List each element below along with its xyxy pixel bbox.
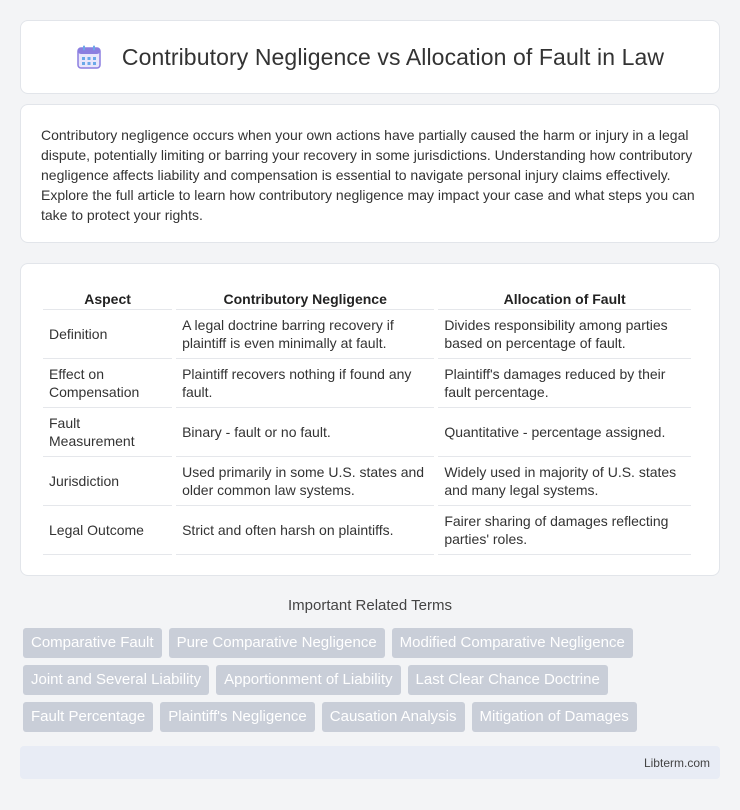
contributory-negligence-cell: Used primarily in some U.S. states and older common law systems. (176, 457, 434, 506)
table-row (43, 506, 691, 555)
comparison-table (39, 286, 695, 555)
table-row (43, 408, 691, 457)
row-aspect-cell: Effect on Compensation (43, 359, 172, 408)
related-term-tag[interactable]: Joint and Several Liability (23, 665, 209, 695)
comparison-table-card (20, 263, 720, 576)
calendar-grid-icon (76, 44, 102, 70)
column-header-allocation-of-fault: Allocation of Fault (438, 286, 691, 310)
row-aspect-cell: Definition (43, 310, 172, 359)
related-term-tag[interactable]: Last Clear Chance Doctrine (408, 665, 608, 695)
allocation-of-fault-cell: Widely used in majority of U.S. states and many legal systems. (438, 457, 691, 506)
table-row (43, 457, 691, 506)
contributory-negligence-cell: Strict and often harsh on plaintiffs. (176, 506, 434, 555)
allocation-of-fault-cell: Plaintiff's damages reduced by their fault percentage. (438, 359, 691, 408)
related-term-tag[interactable]: Pure Comparative Negligence (169, 628, 385, 658)
row-aspect-cell: Fault Measurement (43, 408, 172, 457)
table-row (43, 359, 691, 408)
header-card (20, 20, 720, 94)
related-terms-title: Important Related Terms (288, 597, 452, 614)
row-aspect-cell: Legal Outcome (43, 506, 172, 555)
footer (20, 746, 720, 779)
allocation-of-fault-cell: Divides responsibility among parties based on percentage of fault. (438, 310, 691, 359)
row-aspect-cell: Jurisdiction (43, 457, 172, 506)
page-title: Contributory Negligence vs Allocation of Fault in Law (121, 43, 665, 70)
allocation-of-fault-cell: Quantitative - percentage assigned. (438, 408, 691, 457)
related-term-tag[interactable]: Fault Percentage (23, 702, 153, 732)
contributory-negligence-cell: Plaintiff recovers nothing if found any fault. (176, 359, 434, 408)
related-term-tag[interactable]: Causation Analysis (322, 702, 465, 732)
related-term-tag[interactable]: Mitigation of Damages (472, 702, 637, 732)
footer-site-link[interactable]: Libterm.com (643, 755, 710, 770)
contributory-negligence-cell: A legal doctrine barring recovery if plaintiff is even minimally at fault. (176, 310, 434, 359)
contributory-negligence-cell: Binary - fault or no fault. (176, 408, 434, 457)
table-row (43, 310, 691, 359)
intro-text: Contributory negligence occurs when your own actions have partially caused the harm or injury in a legal dispute, potentially limiting or barring your recovery in some jurisdictions. Understanding how contributory negligence affects liability and compensation is essential to navigate personal injury claims effectively. Explore the full article to learn how contributory negligence may impact your case and what steps you can take to protect your rights. (41, 127, 695, 223)
related-term-tag[interactable]: Modified Comparative Negligence (392, 628, 633, 658)
title-wrap (76, 44, 664, 71)
column-header-aspect: Aspect (43, 286, 172, 310)
related-term-tag[interactable]: Plaintiff's Negligence (160, 702, 315, 732)
related-terms-list (23, 628, 723, 732)
table-header-row (43, 286, 691, 310)
allocation-of-fault-cell: Fairer sharing of damages reflecting parties' roles. (438, 506, 691, 555)
column-header-contributory-negligence: Contributory Negligence (176, 286, 434, 310)
related-term-tag[interactable]: Comparative Fault (23, 628, 162, 658)
intro-card (20, 104, 720, 243)
related-term-tag[interactable]: Apportionment of Liability (216, 665, 400, 695)
